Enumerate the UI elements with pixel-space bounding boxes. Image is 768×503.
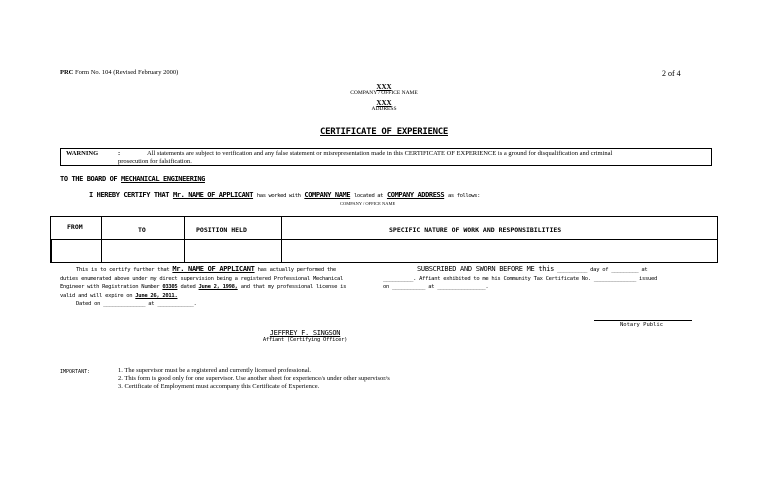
statement-l5c: at [148,301,155,307]
statement-reg-number: 03305 [162,284,178,290]
statement-l3a: Engineer with Registration Number [60,284,160,290]
statement-l2: duties enumerated above under my direct supervision being a registered Professional Mechanical [60,275,344,282]
document-title: CERTIFICATE OF EXPERIENCE [320,127,448,137]
statement-expiry: June 26, 2011. [135,292,178,299]
header-responsibilities: SPECIFIC NATURE OF WORK AND RESPONSIBILITIES [389,226,562,234]
jurat-l1a: SUBSCRIBED AND SWORN BEFORE ME this [417,265,555,273]
statement-reg-date: June 2, 1998, [198,284,238,290]
signatory-block [240,329,370,343]
statement-l1c: has actually performed the [257,267,336,273]
warning-label: WARNING [66,150,99,157]
important-list [118,367,390,391]
jurat-l1d: _________ [611,267,639,273]
statement-l4a: valid and will expire on [60,292,133,299]
jurat-l2d: issued [639,275,658,282]
jurat-block [383,265,718,292]
company-address-value: XXX [376,99,392,107]
jurat-l3d: ________________. [437,284,489,290]
important-item: 2. This form is good only for one supervisor. Use another sheet for experience/s under other supervisor/s [118,375,390,382]
important-label: IMPORTANT: [60,369,91,375]
company-block [334,83,434,112]
jurat-l1e: at [641,267,648,273]
statement-l1a: This is to certify further that [76,267,170,273]
jurat-l2a: __________. [383,275,417,282]
jurat-l3c: at [428,284,435,290]
statement-applicant: Mr. NAME OF APPLICANT [172,265,255,273]
important-item: 1. The supervisor must be a registered and currently licensed professional. [118,367,312,374]
statement-l3c: dated [180,284,196,290]
form-text: Form No. 104 (Revised February 2000) [74,69,179,76]
jurat-l3b: ___________ [392,284,426,290]
form-number [60,69,178,76]
jurat-l1c: day of [590,267,609,273]
certify-p2: has worked with [256,193,301,199]
jurat-l3a: on [383,284,390,290]
certify-applicant: Mr. NAME OF APPLICANT [172,191,254,199]
statement-l3e: and that my professional license is [240,284,347,290]
signatory-name: JEFFREY F. SINGSON [269,329,341,337]
form-code: PRC [60,69,74,76]
company-name-label: COMPANY / OFFICE NAME [350,90,418,96]
experience-table [50,216,718,263]
certify-sublabel: COMPANY / OFFICE NAME [340,201,396,206]
company-address-label: ADDRESS [371,106,397,112]
warning-text-line2: prosecution for falsification. [118,158,192,165]
signatory-role: Affiant (Certifying Officer) [262,337,348,343]
certify-line [89,191,480,199]
header-to: TO [138,226,146,234]
warning-box [60,148,712,166]
statement-l5a: Dated on [76,301,101,307]
important-item: 3. Certificate of Employment must accompany this Certificate of Experience. [118,383,320,390]
certify-p3: located at [353,193,384,199]
statement-date-blank: ______________ [103,301,146,307]
header-position: POSITION HELD [196,226,247,234]
jurat-l2b: Affiant exhibited to me his Community Tax Certificate No. [419,275,591,282]
certify-address: COMPANY ADDRESS [386,191,445,199]
board-name: MECHANICAL ENGINEERING [121,175,205,183]
board-prefix: TO THE BOARD OF [60,175,118,183]
warning-colon: : [118,150,121,157]
page-indicator: 2 of 4 [662,69,681,78]
jurat-l1b: __________ [557,267,588,273]
certify-p1: I HEREBY CERTIFY THAT [89,191,170,199]
notary-label: Notary Public [620,322,664,328]
company-name-value: XXX [376,83,392,91]
header-from: FROM [67,223,83,231]
supervisor-statement [60,265,378,309]
board-line [60,175,205,183]
statement-place-blank: ____________. [157,301,197,307]
warning-text-line1: All statements are subject to verification and any false statement or misrepresentation made in this CERTIFICATE OF EXPERIENCE is a ground for disqualification and criminal [147,150,613,157]
jurat-l2c: ______________ [593,275,636,282]
notary-signature-line [594,320,692,321]
certify-company: COMPANY NAME [304,191,351,199]
certify-p4: as follows: [447,193,481,199]
